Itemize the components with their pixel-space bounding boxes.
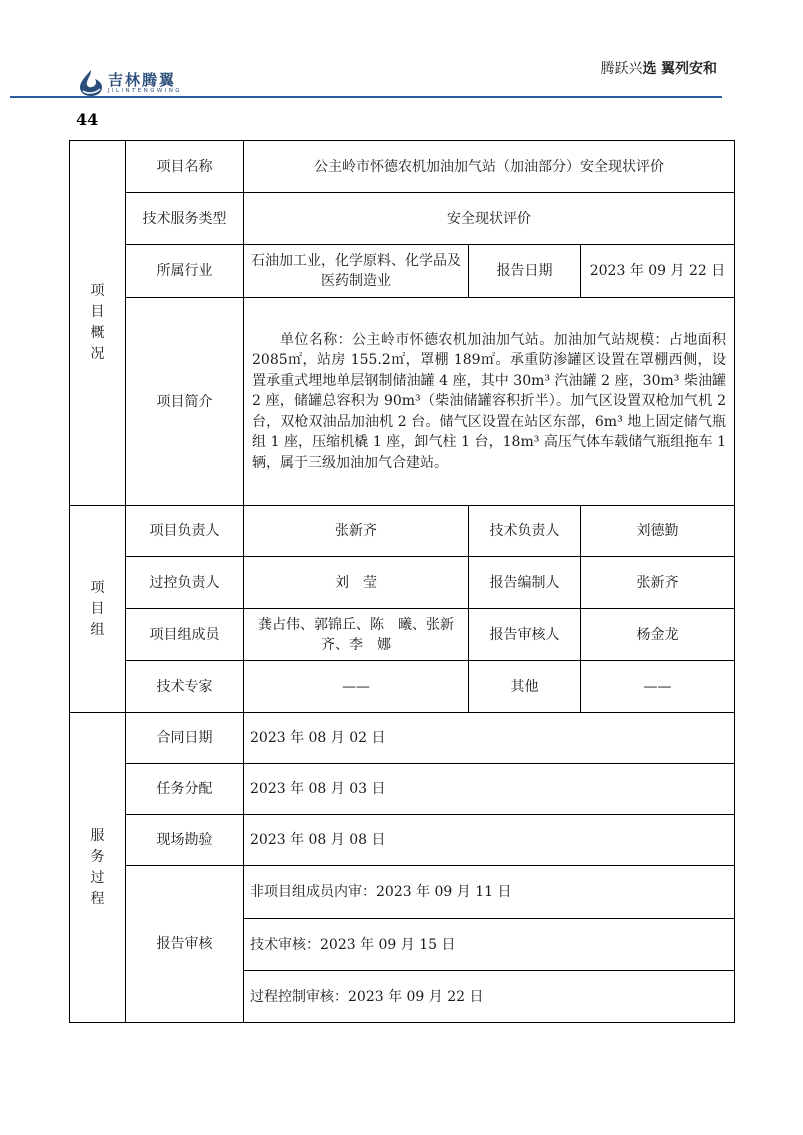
section-team (70, 506, 126, 713)
team-role-label: 技术负责人 (469, 506, 581, 557)
industry-value: 石油加工业，化学原料、化学品及医药制造业 (244, 245, 469, 298)
team-role-label: 项目负责人 (126, 506, 244, 557)
slogan-part3: 翼列安和 (661, 61, 717, 77)
project-name-label: 项目名称 (126, 141, 244, 193)
section-overview (70, 141, 126, 506)
report-date-label: 报告日期 (469, 245, 581, 298)
contract-date-value: 2023 年 08 月 02 日 (244, 713, 735, 764)
overview-label: 项目概况 (90, 283, 105, 362)
row-service-type (70, 193, 735, 245)
task-assign-label: 任务分配 (126, 764, 244, 815)
team-role-label: 技术专家 (126, 661, 244, 713)
team-row (70, 506, 735, 557)
row-project-name (70, 141, 735, 193)
team-label: 项目组 (90, 579, 105, 638)
team-role-label: 报告编制人 (469, 557, 581, 609)
team-role-label: 报告审核人 (469, 609, 581, 661)
logo-drop-icon (76, 67, 106, 97)
team-role-value: 张新齐 (581, 557, 735, 609)
team-role-value: —— (244, 661, 469, 713)
intro-cell (244, 298, 735, 506)
team-role-value: 杨金龙 (581, 609, 735, 661)
team-role-label: 过控负责人 (126, 557, 244, 609)
row-review (70, 866, 735, 919)
row-site-survey (70, 815, 735, 866)
team-role-value: —— (581, 661, 735, 713)
team-row (70, 661, 735, 713)
team-row (70, 557, 735, 609)
slogan-part2: 选 (642, 61, 657, 77)
site-survey-label: 现场勘验 (126, 815, 244, 866)
team-role-label: 其他 (469, 661, 581, 713)
review-label: 报告审核 (126, 866, 244, 1023)
site-survey-value: 2023 年 08 月 08 日 (244, 815, 735, 866)
page-header (0, 0, 803, 129)
row-industry (70, 245, 735, 298)
header-slogan (601, 58, 717, 78)
project-info-table (69, 140, 735, 1023)
team-role-value: 刘德勤 (581, 506, 735, 557)
team-row (70, 609, 735, 661)
header-rule (10, 96, 722, 98)
service-type-value: 安全现状评价 (244, 193, 735, 245)
team-role-value: 刘 莹 (244, 557, 469, 609)
intro-label: 项目简介 (126, 298, 244, 506)
logo-subtitle: JILINTENGWING (108, 88, 182, 94)
team-role-value: 张新齐 (244, 506, 469, 557)
intro-text: 单位名称：公主岭市怀德农机加油加气站。加油加气站规模：占地面积 2085㎡，站房 155.2㎡，罩棚 189㎡。承重防渗罐区设置在罩棚西侧，设置承重式埋地单层钢制储油罐 4 座，其中 30m³ 汽油罐 2 座，30m³ 柴油罐 2 座，储罐总容积为 90m³（柴油储罐容积折半）。加气区设置双枪加气机 2 台，双枪双油品加油机 2 台。储气区设置在站区东部，6m³ 地上固定储气瓶组 1 座，压缩机橇 1 座，卸气柱 1 台，18m³ 高压气体车载储气瓶组拖车 1 辆，属于三级加油加气合建站。 (252, 331, 726, 471)
review-item: 非项目组成员内审：2023 年 09 月 11 日 (244, 866, 735, 919)
service-type-label: 技术服务类型 (126, 193, 244, 245)
logo-name: 吉林腾翼 (108, 71, 177, 89)
company-logo (76, 67, 226, 97)
contract-date-label: 合同日期 (126, 713, 244, 764)
industry-label: 所属行业 (126, 245, 244, 298)
review-item: 技术审核：2023 年 09 月 15 日 (244, 919, 735, 971)
process-label: 服务过程 (90, 827, 105, 907)
row-contract-date (70, 713, 735, 764)
task-assign-value: 2023 年 08 月 03 日 (244, 764, 735, 815)
page-number: 44 (76, 110, 99, 129)
review-item: 过程控制审核：2023 年 09 月 22 日 (244, 971, 735, 1023)
row-intro (70, 298, 735, 506)
project-name-value: 公主岭市怀德农机加油加气站（加油部分）安全现状评价 (244, 141, 735, 193)
team-role-label: 项目组成员 (126, 609, 244, 661)
section-process (70, 713, 126, 1023)
report-date-value: 2023 年 09 月 22 日 (581, 245, 735, 298)
team-role-value: 龚占伟、郭锦丘、陈 曦、张新齐、李 娜 (244, 609, 469, 661)
slogan-part1: 腾跃兴 (600, 61, 643, 77)
row-task-assign (70, 764, 735, 815)
